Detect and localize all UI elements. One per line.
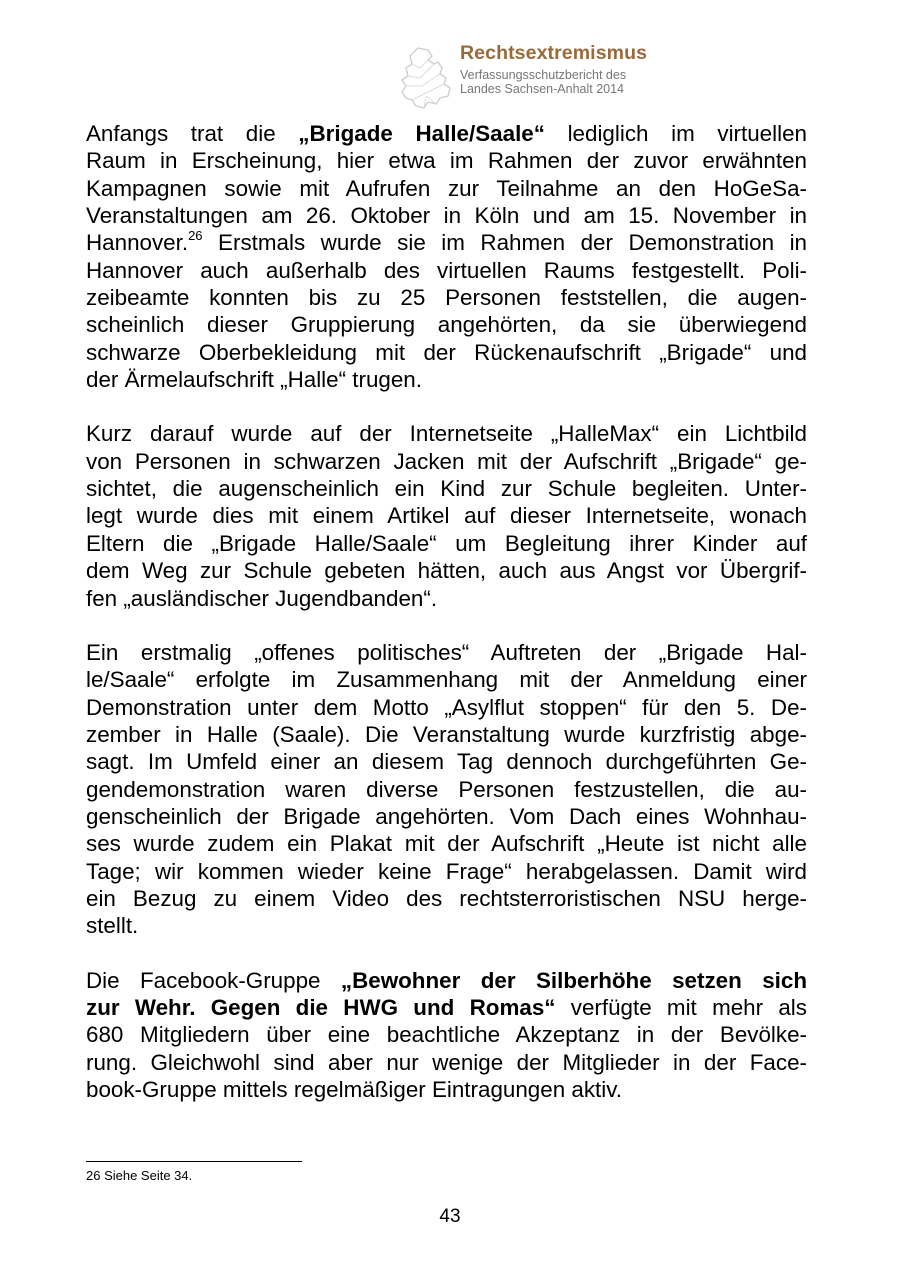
paragraph [86, 639, 807, 940]
text-run: sichtet, die augenscheinlich ein Kind zur Schule begleiten. Unter- [86, 476, 807, 502]
body-text [86, 120, 807, 1130]
text-run: schwarze Oberbekleidung mit der Rückenaufschrift „Brigade“ und [86, 339, 807, 365]
text-line [86, 1021, 807, 1048]
text-run: zeibeamte konnten bis zu 25 Personen feststellen, die augen- [86, 285, 807, 311]
text-run: Hannover auch außerhalb des virtuellen Raums festgestellt. Poli- [86, 257, 807, 283]
text-run: Anfangs trat die [86, 121, 299, 146]
text-run: scheinlich dieser Gruppierung angehörten, da sie überwiegend [86, 312, 807, 338]
text-run: verfügte mit mehr als [555, 994, 807, 1020]
text-run: genscheinlich der Brigade angehörten. Vom Dach eines Wohnhau- [86, 803, 807, 829]
text-line [86, 858, 807, 885]
text-line [86, 530, 807, 557]
text-line [86, 967, 807, 994]
text-line [86, 557, 807, 584]
text-line [86, 1076, 807, 1103]
text-run: Hannover. [86, 230, 189, 256]
text-line [86, 311, 807, 338]
text-run: zember in Halle (Saale). Die Veranstaltung wurde kurzfristig abge- [86, 721, 807, 747]
paragraph [86, 120, 807, 393]
page-number: 43 [439, 1206, 461, 1227]
text-run: Kurz darauf wurde auf der Internetseite „HalleMax“ ein Lichtbild [86, 421, 807, 447]
text-line [86, 448, 807, 475]
text-run: ses wurde zudem ein Plakat mit der Aufschrift „Heute ist nicht alle [86, 831, 807, 857]
header-subtitle-line-1: Verfassungsschutzbericht des [460, 67, 627, 82]
text-run: Tage; wir kommen wieder keine Frage“ herabgelassen. Damit wird [86, 858, 807, 884]
text-run: gendemonstration waren diverse Personen festzustellen, die au- [86, 776, 807, 802]
text-line [86, 147, 807, 174]
text-line [86, 803, 807, 830]
text-line [86, 284, 807, 311]
text-run: Eltern die „Brigade Halle/Saale“ um Begleitung ihrer Kinder auf [86, 530, 807, 556]
text-run: sagt. Im Umfeld einer an diesem Tag dennoch durchgeführten Ge- [86, 749, 807, 775]
text-run: Kampagnen sowie mit Aufrufen zur Teilnahme an den HoGeSa- [86, 175, 807, 201]
text-run: dem Weg zur Schule gebeten hätten, auch aus Angst vor Übergrif- [86, 558, 807, 584]
footnote-divider [86, 1161, 302, 1162]
text-line [86, 420, 807, 447]
text-line [86, 366, 807, 393]
text-run: Veranstaltungen am 26. Oktober in Köln und am 15. November in [86, 203, 807, 229]
saxony-anhalt-map-icon [398, 46, 454, 112]
text-line [86, 502, 807, 529]
text-line [86, 585, 807, 612]
text-line [86, 748, 807, 775]
text-run: legt wurde dies mit einem Artikel auf dieser Internetseite, wonach [86, 503, 807, 529]
text-run: Erstmals wurde sie im Rahmen der Demonstration in [202, 230, 807, 256]
paragraph [86, 420, 807, 611]
text-line [86, 776, 807, 803]
text-run: ein Bezug zu einem Video des rechtsterroristischen NSU herge- [86, 885, 807, 911]
bold-text-run: „Bewohner der Silberhöhe setzen sich [340, 967, 807, 993]
text-run: der Ärmelaufschrift „Halle“ trugen. [86, 367, 422, 393]
text-run: le/Saale“ erfolgte im Zusammenhang mit der Anmeldung einer [86, 667, 807, 693]
paragraph [86, 967, 807, 1104]
bold-text-run: zur Wehr. Gegen die HWG und Romas“ [86, 994, 556, 1020]
page-header [460, 44, 647, 96]
text-line [86, 830, 807, 857]
text-line [86, 721, 807, 748]
text-line [86, 475, 807, 502]
text-line [86, 912, 807, 939]
text-run: Demonstration unter dem Motto „Asylflut stoppen“ für den 5. De- [86, 694, 807, 720]
text-run: 680 Mitgliedern über eine beachtliche Akzeptanz in der Bevölke- [86, 1022, 807, 1048]
text-line [86, 257, 807, 284]
footnote: 26 Siehe Seite 34. [86, 1168, 193, 1183]
text-line [86, 120, 807, 147]
text-line [86, 639, 807, 666]
text-line [86, 994, 807, 1021]
text-line [86, 175, 807, 202]
text-line [86, 339, 807, 366]
text-run: von Personen in schwarzen Jacken mit der Aufschrift „Brigade“ ge- [86, 448, 807, 474]
header-subtitle-line-2: Landes Sachsen-Anhalt 2014 [460, 81, 625, 96]
text-line [86, 666, 807, 693]
footnote-reference: 26 [188, 228, 203, 244]
text-line [86, 885, 807, 912]
bold-text-run: „Brigade Halle/Saale“ [298, 121, 545, 146]
text-line [86, 694, 807, 721]
text-run: lediglich im virtuellen [544, 121, 807, 146]
text-run: Raum in Erscheinung, hier etwa im Rahmen der zuvor erwähnten [86, 148, 807, 174]
text-line [86, 202, 807, 229]
text-line [86, 1049, 807, 1076]
text-run: stellt. [86, 913, 139, 939]
text-line [86, 229, 807, 256]
header-title: Rechtsextremismus [460, 42, 648, 64]
text-run: fen „ausländischer Jugendbanden“. [86, 585, 438, 611]
text-run: rung. Gleichwohl sind aber nur wenige der Mitglieder in der Face- [86, 1049, 807, 1075]
text-run: Ein erstmalig „offenes politisches“ Auftreten der „Brigade Hal- [86, 639, 807, 665]
text-run: book-Gruppe mittels regelmäßiger Eintragungen aktiv. [86, 1077, 622, 1102]
text-run: Die Facebook-Gruppe [86, 967, 341, 993]
